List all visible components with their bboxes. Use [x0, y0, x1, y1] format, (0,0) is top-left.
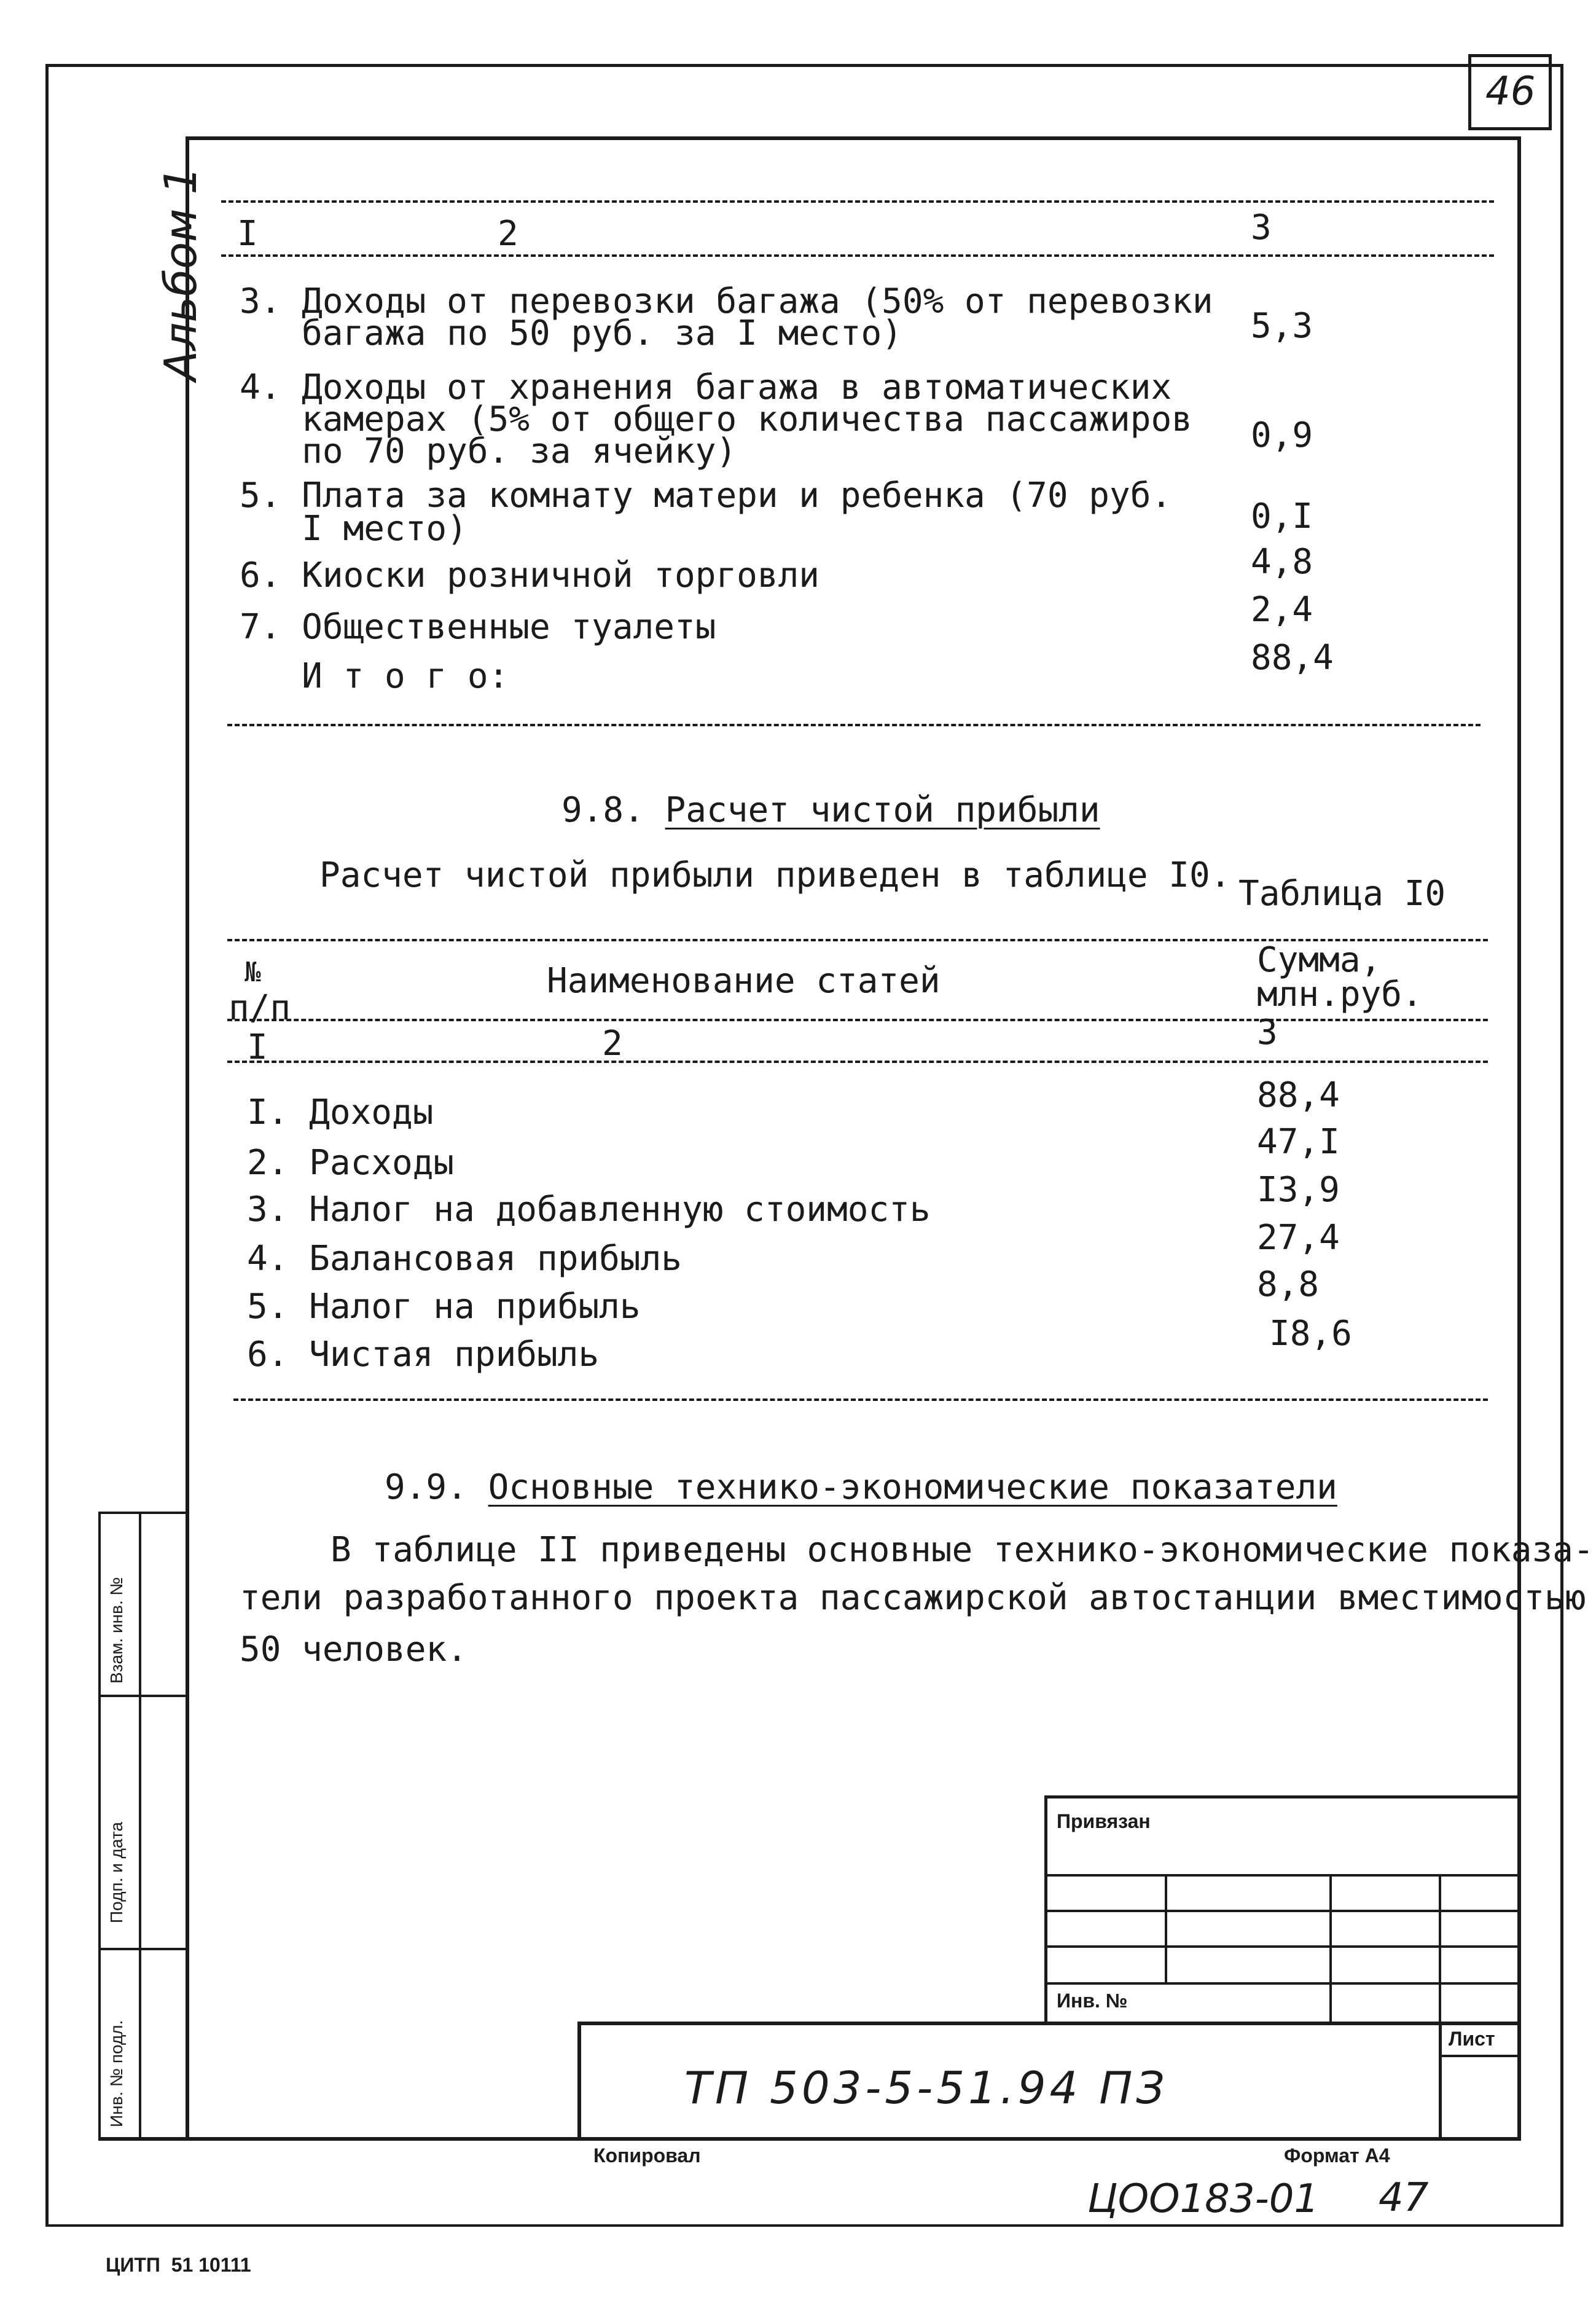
- table10-col1-header-line2: п/п: [229, 988, 291, 1028]
- top-total-label: И т о г о:: [240, 656, 509, 696]
- tb-grid-h2: [1044, 1910, 1521, 1912]
- top-row-4-line2: камерах (5% от общего количества пассажиров: [240, 399, 1192, 439]
- tb-grid-v2: [1329, 1874, 1332, 2022]
- outer-frame-bottom: [45, 2224, 1563, 2227]
- tb-privyazan-left: [1044, 1795, 1047, 2023]
- top-row-3-line1: 3. Доходы от перевозки багажа (50% от перевозки: [240, 281, 1213, 321]
- top-col1-index: I: [237, 214, 258, 254]
- table10-col2-header: Наименование статей: [547, 961, 941, 1001]
- tb-grid-h1: [1044, 1874, 1521, 1877]
- outer-frame-left: [45, 64, 49, 2227]
- section-98-heading: [561, 791, 1100, 830]
- section-99-paragraph-line2: тели разработанного проекта пассажирской автостанции вместимостью: [240, 1578, 1586, 1618]
- stamp-strip-div-2: [98, 1948, 189, 1950]
- inner-frame-top: [186, 136, 1520, 140]
- table10-row-3-value: I3,9: [1257, 1170, 1340, 1210]
- page-number: 46: [1485, 69, 1536, 114]
- tb-privyazan-label: Привязан: [1057, 1810, 1151, 1832]
- table10-row-2-value: 47,I: [1257, 1122, 1340, 1162]
- table10-index-3: 3: [1257, 1013, 1278, 1053]
- inner-frame-bottom: [98, 2137, 1521, 2141]
- table10-row-6-value: I8,6: [1269, 1314, 1352, 1354]
- table10-index-1: I: [247, 1027, 268, 1067]
- stamp-strip-div-1: [98, 1695, 189, 1697]
- table10-row-3-name: 3. Налог на добавленную стоимость: [247, 1190, 931, 1230]
- footer-kopiroval: Копировал: [593, 2144, 701, 2167]
- top-row-4-line3: по 70 руб. за ячейку): [240, 431, 737, 471]
- tb-list-left: [1439, 2022, 1442, 2140]
- top-table-rule-2: [221, 254, 1494, 257]
- section-98-intro: Расчет чистой прибыли приведен в таблице I0.: [319, 855, 1231, 895]
- table10-col3-header-line2: млн.руб.: [1257, 975, 1423, 1014]
- top-table-rule-1: [221, 200, 1494, 203]
- table10-index-2: 2: [602, 1024, 623, 1064]
- tb-grid-h3: [1044, 1945, 1521, 1948]
- inner-frame-left: [186, 136, 189, 2140]
- section-99-paragraph-line3: 50 человек.: [240, 1630, 467, 1669]
- table10-row-1-name: I. Доходы: [247, 1092, 434, 1132]
- tb-inv-no-label: Инв. №: [1057, 1990, 1128, 2012]
- top-row-5-line1: 5. Плата за комнату матери и ребенка (70 руб.: [240, 476, 1172, 516]
- top-row-6-value: 4,8: [1251, 542, 1313, 582]
- top-total-value: 88,4: [1251, 638, 1334, 678]
- tb-main-top: [577, 2022, 1521, 2025]
- table10-row-5-name: 5. Налог на прибыль: [247, 1287, 641, 1327]
- tb-main-left: [577, 2022, 581, 2140]
- top-row-3-line2: багажа по 50 руб. за I место): [240, 313, 902, 353]
- table10-row-4-name: 4. Балансовая прибыль: [247, 1239, 683, 1279]
- table10-label: Таблица I0: [1238, 874, 1446, 914]
- top-row-5-line2: I место): [240, 509, 467, 549]
- top-col3-index: 3: [1251, 208, 1272, 248]
- top-row-4-value: 0,9: [1251, 415, 1313, 455]
- stamp-strip-left: [98, 1512, 101, 2140]
- section-98-title: Расчет чистой прибыли: [665, 790, 1100, 830]
- top-row-7-value: 2,4: [1251, 590, 1313, 630]
- footer-format: Формат А4: [1284, 2144, 1390, 2167]
- table10-col3-header-line1: Сумма,: [1257, 940, 1382, 980]
- section-99-heading: [385, 1469, 1337, 1507]
- tb-privyazan-top: [1044, 1795, 1521, 1798]
- outer-frame-top: [45, 64, 1563, 67]
- footer-printer: ЦИТП 51 10111: [106, 2254, 251, 2276]
- tb-doc-code: ТП 503-5-51.94 ПЗ: [684, 2062, 1168, 2114]
- stamp-vzam-inv: Взам. инв. №: [107, 1577, 126, 1684]
- section-99-paragraph-line1: В таблице II приведены основные технико-экономические показа-: [331, 1530, 1594, 1570]
- section-98-number: 9.8.: [561, 790, 644, 830]
- table10-col1-header-line1: №: [244, 957, 261, 988]
- top-col2-index: 2: [498, 214, 518, 254]
- table10-row-5-value: 8,8: [1257, 1265, 1320, 1304]
- tb-grid-v1: [1165, 1874, 1167, 1985]
- tb-grid-h4: [1044, 1982, 1521, 1985]
- table10-row-2-name: 2. Расходы: [247, 1143, 455, 1183]
- top-row-3-value: 5,3: [1251, 306, 1313, 346]
- outer-frame-right: [1560, 64, 1563, 2227]
- stamp-inv-podl: Инв. № подл.: [107, 2020, 126, 2127]
- tb-grid-v3: [1439, 1874, 1441, 2022]
- table10-rule-2: [227, 1019, 1488, 1021]
- section-99-title: Основные технико-экономические показатели: [488, 1467, 1337, 1507]
- top-table-rule-3: [227, 724, 1481, 726]
- stamp-strip-top: [98, 1512, 189, 1514]
- top-row-5-value: 0,I: [1251, 496, 1313, 536]
- top-row-4-line1: 4. Доходы от хранения багажа в автоматических: [240, 367, 1172, 407]
- top-row-6: 6. Киоски розничной торговли: [240, 555, 820, 595]
- footer-handwritten-code: ЦОО183-01: [1087, 2176, 1320, 2222]
- table10-row-1-value: 88,4: [1257, 1075, 1340, 1115]
- table10-rule-3: [227, 1061, 1488, 1063]
- table10-rule-4: [233, 1398, 1488, 1401]
- section-99-number: 9.9.: [385, 1467, 467, 1507]
- stamp-podp-data: Подп. и дата: [107, 1822, 126, 1923]
- album-label: Альбом 1: [155, 166, 206, 381]
- table10-row-6-name: 6. Чистая прибыль: [247, 1335, 600, 1375]
- top-row-7: 7. Общественные туалеты: [240, 607, 716, 647]
- stamp-strip-middle: [139, 1512, 141, 2140]
- inner-frame-right: [1517, 136, 1521, 2140]
- table10-row-4-value: 27,4: [1257, 1218, 1340, 1258]
- tb-list-label: Лист: [1449, 2028, 1495, 2050]
- tb-list-divider: [1439, 2055, 1521, 2057]
- footer-handwritten-num: 47: [1379, 2175, 1429, 2221]
